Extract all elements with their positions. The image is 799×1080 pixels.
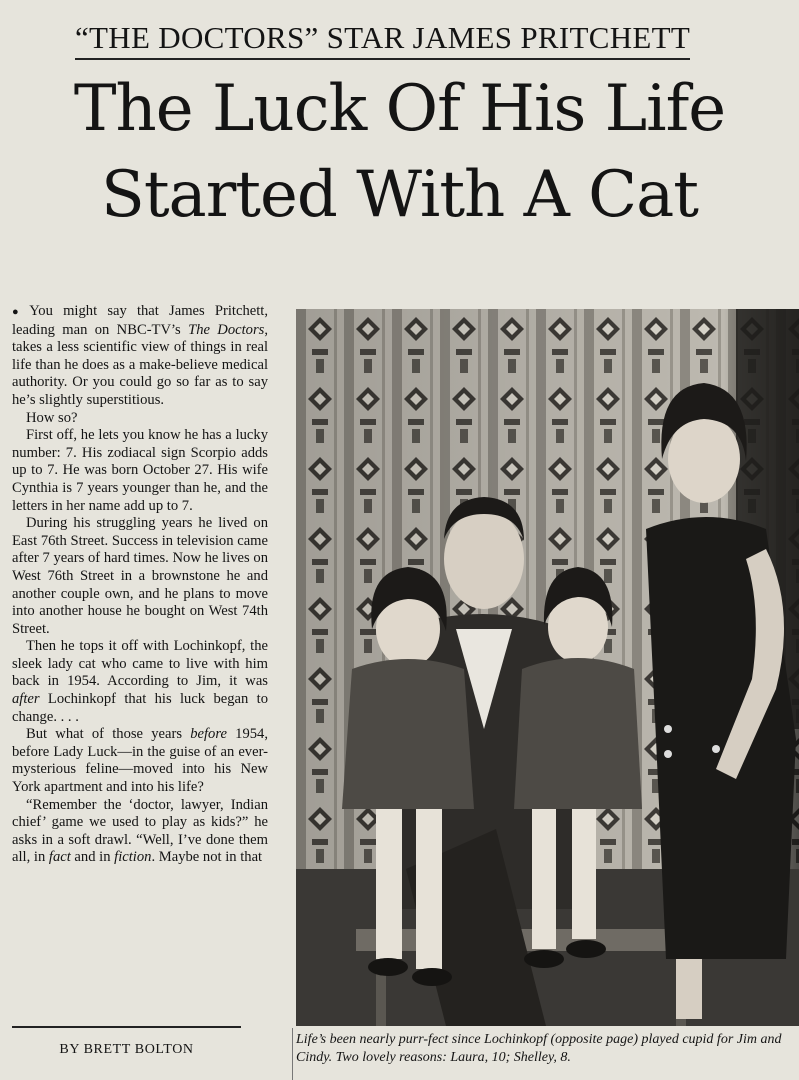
text-run: You might say that James Pritchett, leading man on NBC-TV’s bbox=[12, 303, 268, 338]
article-headline bbox=[0, 66, 799, 238]
family-photo-illustration bbox=[296, 309, 799, 1026]
text-run: 1954, before Lady Luck—in the guise of an ever-mysterious feline—moved into his New York apartment and into his life? bbox=[12, 726, 269, 796]
text-run: Then he tops it off with Lochinkopf, the sleek lady cat who came to live with him back in 1954. According to Jim, it was bbox=[12, 638, 268, 690]
column-divider bbox=[12, 1026, 241, 1028]
paragraph-7 bbox=[12, 797, 268, 867]
show-title: The Doctors bbox=[188, 321, 265, 338]
article-kicker: “THE DOCTORS” STAR JAMES PRITCHETT bbox=[75, 18, 690, 60]
byline: BY BRETT BOLTON bbox=[59, 1042, 194, 1057]
paragraph-4: During his struggling years he lived on East 76th Street. Success in television came after 7 years of hard times. Now he lives on West 76th Street in a brownstone he and another couple own, and he plans to move into another house he bought on West 74th Street. bbox=[12, 515, 268, 637]
text-run: Lochinkopf that his luck began to change. . . . bbox=[12, 691, 268, 725]
photo-caption: Life’s been nearly purr-fect since Lochinkopf (opposite page) played cupid for Jim and Cindy. Two lovely reasons: Laura, 10; Shelley, 8. bbox=[296, 1032, 782, 1065]
paragraph-5 bbox=[12, 638, 268, 726]
text-run: and in bbox=[70, 849, 115, 866]
text-run: . Maybe not in that bbox=[151, 849, 263, 866]
article-body bbox=[12, 303, 268, 867]
paragraph-3: First off, he lets you know he has a lucky number: 7. His zodiacal sign Scorpio adds up to 7. He was born October 27. His wife Cynthia is 7 years younger than he, and the letters in her name add up to 7. bbox=[12, 427, 268, 514]
family-photo bbox=[296, 309, 799, 1026]
emphasis: after bbox=[12, 691, 40, 708]
paragraph-6 bbox=[12, 726, 268, 796]
emphasis: before bbox=[190, 726, 227, 743]
paragraph-2: How so? bbox=[26, 409, 78, 426]
text-run: But what of those years bbox=[26, 726, 191, 743]
emphasis: fact bbox=[48, 849, 71, 866]
headline-line-2: Started With A Cat bbox=[100, 158, 699, 232]
headline-line-1: The Luck Of His Life bbox=[73, 72, 726, 146]
text-run: “Remember the ‘doctor, lawyer, Indian chief’ game we used to play as kids?” he asks in a soft drawl. “Well, I’ve done them all, in bbox=[12, 796, 268, 866]
paragraph-1 bbox=[12, 303, 268, 410]
caption-divider bbox=[292, 1028, 293, 1080]
emphasis: fiction bbox=[114, 849, 152, 866]
text-run: , takes a less scientific view of things in real life than he does as a make-believe medical authority. Or you could go so far as to say he’s slightly superstitious. bbox=[12, 321, 268, 408]
bullet-icon: ● bbox=[12, 306, 26, 318]
